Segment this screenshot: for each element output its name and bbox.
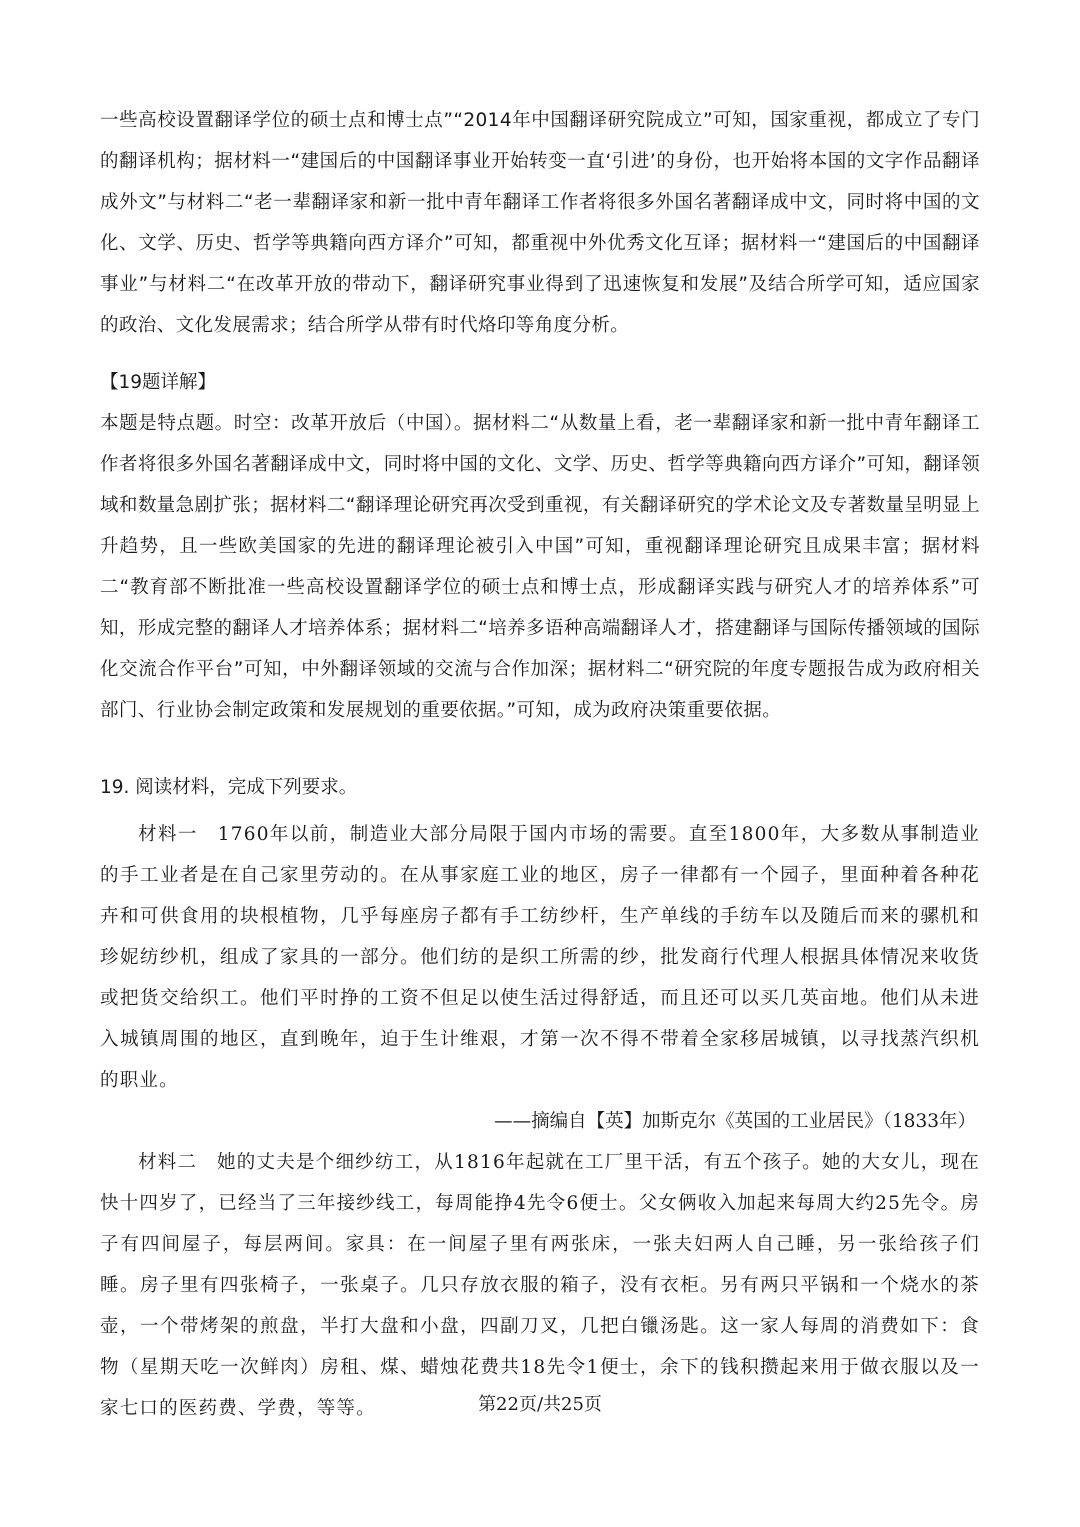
material-2-paragraph: 材料二 她的丈夫是个细纱纺工，从1816年起就在工厂里干活，有五个孩子。她的大女儿，现在快十四岁了，已经当了三年接纱线工，每周能挣4先令6便士。父女俩收入加起来每周大约25先令。房子有四间屋子，每层两间。家具：在一间屋子里有两张床，一张夫妇两人自己睡，另一张给孩子们睡。房子里有四张椅子，一张桌子。几只存放衣服的箱子，没有衣柜。另有两只平锅和一个烧水的茶壶，一个带烤架的煎盘，半打大盘和小盘，四副刀叉，几把白镴汤匙。这一家人每周的消费如下：食物（星期天吃一次鲜肉）房租、煤、蜡烛花费共18先令1便士，余下的钱积攒起来用于做衣服以及一家七口的医药费、学费，等等。	[100, 1152, 980, 1419]
question-19	[100, 767, 980, 1429]
section-19-paragraph: 本题是特点题。时空：改革开放后（中国）。据材料二“从数量上看，老一辈翻译家和新一批中青年翻译工作者将很多外国名著翻译成中文，同时将中国的文化、文学、历史、哲学等典籍向西方译介”可知，翻译领域和数量急剧扩张；据材料二“翻译理论研究再次受到重视，有关翻译研究的学术论文及专著数量呈明显上升趋势，且一些欧美国家的先进的翻译理论被引入中国”可知，重视翻译理论研究且成果丰富；据材料二“教育部不断批准一些高校设置翻译学位的硕士点和博士点，形成翻译实践与研究人才的培养体系”可知，形成完整的翻译人才培养体系；据材料二“培养多语种高端翻译人才，搭建翻译与国际传播领域的国际化交流合作平台”可知，中外翻译领域的交流与合作加深；据材料二“研究院的年度专题报告成为政府相关部门、行业协会制定政策和发展规划的重要依据。”可知，成为政府决策重要依据。	[100, 413, 980, 721]
continuation-paragraph: 一些高校设置翻译学位的硕士点和博士点”“2014年中国翻译研究院成立”可知，国家重视，都成立了专门的翻译机构；据材料一“建国后的中国翻译事业开始转变一直‘引进’的身份，也开始将本国的文字作品翻译成外文”与材料二“老一辈翻译家和新一批中青年翻译工作者将很多外国名著翻译成中文，同时将中国的文化、文学、历史、哲学等典籍向西方译介”可知，都重视中外优秀文化互译；据材料一“建国后的中国翻译事业”与材料二“在改革开放的带动下，翻译研究事业得到了迅速恢复和发展”及结合所学可知，适应国家的政治、文化发展需求；结合所学从带有时代烙印等角度分析。	[100, 110, 980, 336]
material-1-paragraph: 材料一 1760年以前，制造业大部分局限于国内市场的需要。直至1800年，大多数从事制造业的手工业者是在自己家里劳动的。在从事家庭工业的地区，房子一律都有一个园子，里面种着各种花卉和可供食用的块根植物，几乎每座房子都有手工纺纱杆，生产单线的手纺车以及随后而来的骡机和珍妮纺纱机，组成了家具的一部分。他们纺的是织工所需的纱，批发商行代理人根据具体情况来收货或把货交给织工。他们平时挣的工资不但足以使生活过得舒适，而且还可以买几英亩地。他们从未进入城镇周围的地区，直到晚年，迫于生计维艰，才第一次不得不带着全家移居城镇，以寻找蒸汽织机的职业。	[100, 824, 980, 1091]
answer-continuation	[100, 100, 980, 346]
section-19-heading: 【19题详解】	[100, 372, 217, 393]
page-number: 第22页/共25页	[478, 1394, 602, 1415]
page-footer	[0, 1390, 1080, 1420]
question-19-prompt: 19. 阅读材料，完成下列要求。	[100, 777, 358, 798]
section-19-analysis	[100, 362, 980, 731]
material-1-source: ——摘编自【英】加斯克尔《英国的工业居民》（1833年）	[494, 1111, 976, 1132]
